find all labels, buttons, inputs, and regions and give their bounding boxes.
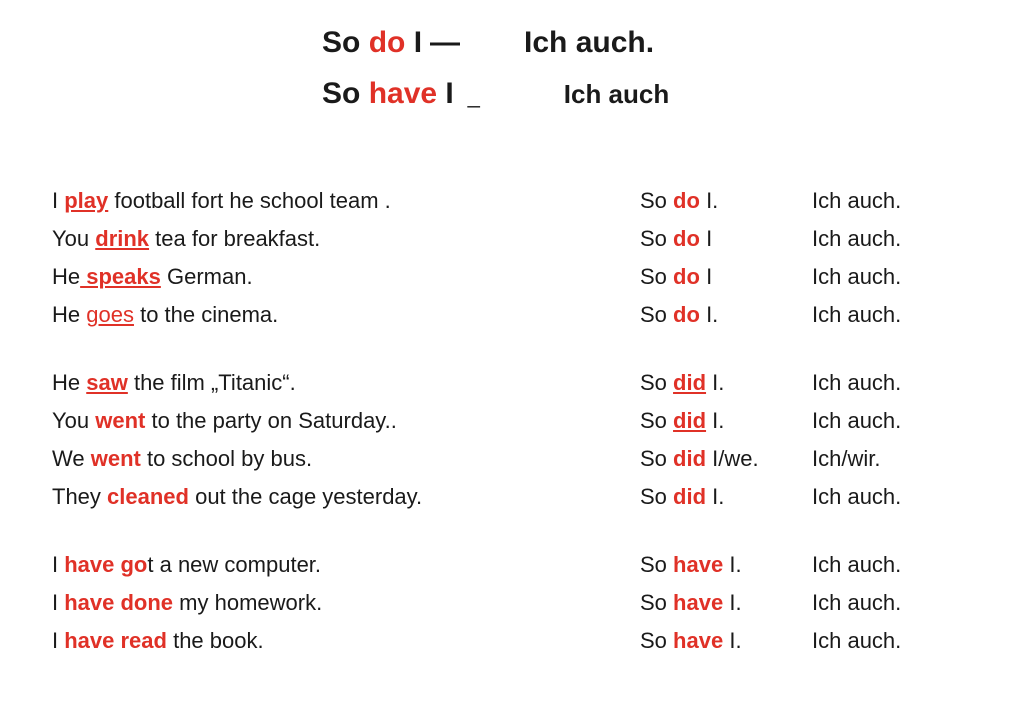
table-row: [0, 264, 1024, 302]
sentence-segment: goes: [86, 302, 134, 327]
row-short-answer: [640, 370, 812, 396]
row-sentence: [0, 552, 640, 578]
row-short-answer: [640, 446, 812, 472]
row-german: Ich auch.: [812, 590, 902, 615]
table-row: [0, 226, 1024, 264]
short-answer-verb: have: [673, 552, 724, 577]
title-2-german: Ich auch: [563, 78, 670, 109]
short-answer-subject: I.: [729, 628, 742, 653]
title-1-so: So: [322, 26, 361, 59]
sentence-segment: out the cage yesterday.: [188, 484, 423, 509]
short-answer-verb: have: [673, 590, 724, 615]
sentence-segment: went: [90, 446, 141, 471]
sentence-segment: my homework.: [173, 590, 323, 615]
table-row: [0, 188, 1024, 226]
short-answer-so: So: [640, 628, 667, 653]
sentence-segment: You: [52, 408, 96, 433]
sentence-segment: I: [52, 628, 65, 653]
short-answer-so: So: [640, 408, 667, 433]
row-short-answer: [640, 552, 812, 578]
short-answer-so: So: [640, 590, 667, 615]
sentence-segment: He: [52, 264, 81, 289]
title-1-verb: do: [368, 26, 406, 59]
sentence-segment: to the cinema.: [133, 302, 279, 327]
title-block: [0, 26, 1024, 111]
short-answer-verb: do: [673, 226, 700, 251]
short-answer-subject: I.: [712, 484, 725, 509]
short-answer-so: So: [640, 226, 667, 251]
sentence-segment: have done: [64, 590, 174, 615]
short-answer-so: So: [640, 446, 667, 471]
sentence-segment: I: [52, 590, 65, 615]
row-german: Ich/wir.: [812, 446, 881, 471]
sentence-segment: drink: [95, 226, 150, 251]
short-answer-subject: I.: [712, 408, 725, 433]
short-answer-verb: have: [673, 628, 724, 653]
row-short-answer: [640, 264, 812, 290]
title-2-so: So: [322, 76, 361, 110]
title-2-verb: have: [368, 76, 438, 110]
title-line-2: [0, 77, 1024, 112]
table-row: [0, 484, 1024, 522]
title-1-german: Ich auch.: [524, 26, 655, 59]
short-answer-subject: I.: [729, 552, 742, 577]
sentence-segment: the film „Titanic“.: [127, 370, 296, 395]
row-short-answer: [640, 226, 812, 252]
row-sentence: [0, 370, 640, 396]
sentence-segment: have go: [64, 552, 148, 577]
short-answer-verb: did: [673, 370, 707, 395]
sentence-segment: have read: [64, 628, 167, 653]
sentence-segment: saw: [86, 370, 128, 395]
row-short-answer: [640, 590, 812, 616]
sentence-segment: tea for breakfast.: [149, 226, 321, 251]
row-german: Ich auch.: [812, 552, 902, 577]
row-sentence: [0, 302, 640, 328]
sentence-segment: went: [95, 408, 146, 433]
sentence-segment: to the party on Saturday..: [145, 408, 397, 433]
row-sentence: [0, 264, 640, 290]
title-2-dash: _: [467, 82, 480, 108]
row-sentence: [0, 484, 640, 510]
sentence-segment: football fort he school team .: [108, 188, 391, 213]
sentence-segment: They: [52, 484, 108, 509]
row-german: Ich auch.: [812, 628, 902, 653]
sentence-segment: He: [52, 302, 87, 327]
row-short-answer: [640, 188, 812, 214]
table-row: [0, 628, 1024, 666]
title-2-subject: I: [445, 76, 454, 110]
row-short-answer: [640, 408, 812, 434]
row-spacer: [0, 340, 1024, 370]
title-1-subject: I: [413, 26, 423, 59]
short-answer-subject: I.: [706, 302, 719, 327]
short-answer-subject: I: [706, 226, 713, 251]
title-line-1: [0, 26, 1024, 61]
row-german: Ich auch.: [812, 484, 902, 509]
short-answer-subject: I.: [706, 188, 719, 213]
table-row: [0, 590, 1024, 628]
row-short-answer: [640, 302, 812, 328]
sentence-segment: the book.: [166, 628, 264, 653]
row-german: Ich auch.: [812, 370, 902, 395]
sentence-segment: German.: [160, 264, 253, 289]
row-short-answer: [640, 628, 812, 654]
short-answer-so: So: [640, 370, 667, 395]
row-sentence: [0, 628, 640, 654]
short-answer-so: So: [640, 188, 667, 213]
row-german: Ich auch.: [812, 302, 902, 327]
short-answer-so: So: [640, 552, 667, 577]
short-answer-so: So: [640, 264, 667, 289]
short-answer-subject: I.: [729, 590, 742, 615]
row-german: Ich auch.: [812, 408, 902, 433]
title-1-dash: —: [430, 26, 461, 59]
table-row: [0, 408, 1024, 446]
sentence-segment: You: [52, 226, 96, 251]
table-row: [0, 302, 1024, 340]
row-short-answer: [640, 484, 812, 510]
short-answer-verb: do: [673, 264, 700, 289]
row-sentence: [0, 408, 640, 434]
short-answer-verb: did: [673, 408, 707, 433]
row-sentence: [0, 590, 640, 616]
sentence-segment: to school by bus.: [140, 446, 313, 471]
sentence-segment: We: [52, 446, 91, 471]
row-sentence: [0, 226, 640, 252]
sentence-segment: t a new computer.: [147, 552, 322, 577]
sentence-segment: I: [52, 552, 65, 577]
row-spacer: [0, 522, 1024, 552]
row-german: Ich auch.: [812, 226, 902, 251]
short-answer-subject: I.: [712, 370, 725, 395]
table-row: [0, 370, 1024, 408]
sentence-segment: He: [52, 370, 87, 395]
short-answer-verb: did: [673, 484, 707, 509]
short-answer-verb: did: [673, 446, 707, 471]
short-answer-verb: do: [673, 302, 700, 327]
short-answer-so: So: [640, 302, 667, 327]
sentence-segment: play: [64, 188, 109, 213]
short-answer-verb: do: [673, 188, 700, 213]
sentence-segment: I: [52, 188, 65, 213]
row-sentence: [0, 446, 640, 472]
table-row: [0, 446, 1024, 484]
examples-table: [0, 188, 1024, 666]
row-german: Ich auch.: [812, 264, 902, 289]
short-answer-subject: I: [706, 264, 713, 289]
row-sentence: [0, 188, 640, 214]
sentence-segment: speaks: [80, 264, 161, 289]
short-answer-subject: I/we.: [712, 446, 759, 471]
sentence-segment: cleaned: [107, 484, 189, 509]
table-row: [0, 552, 1024, 590]
row-german: Ich auch.: [812, 188, 902, 213]
short-answer-so: So: [640, 484, 667, 509]
